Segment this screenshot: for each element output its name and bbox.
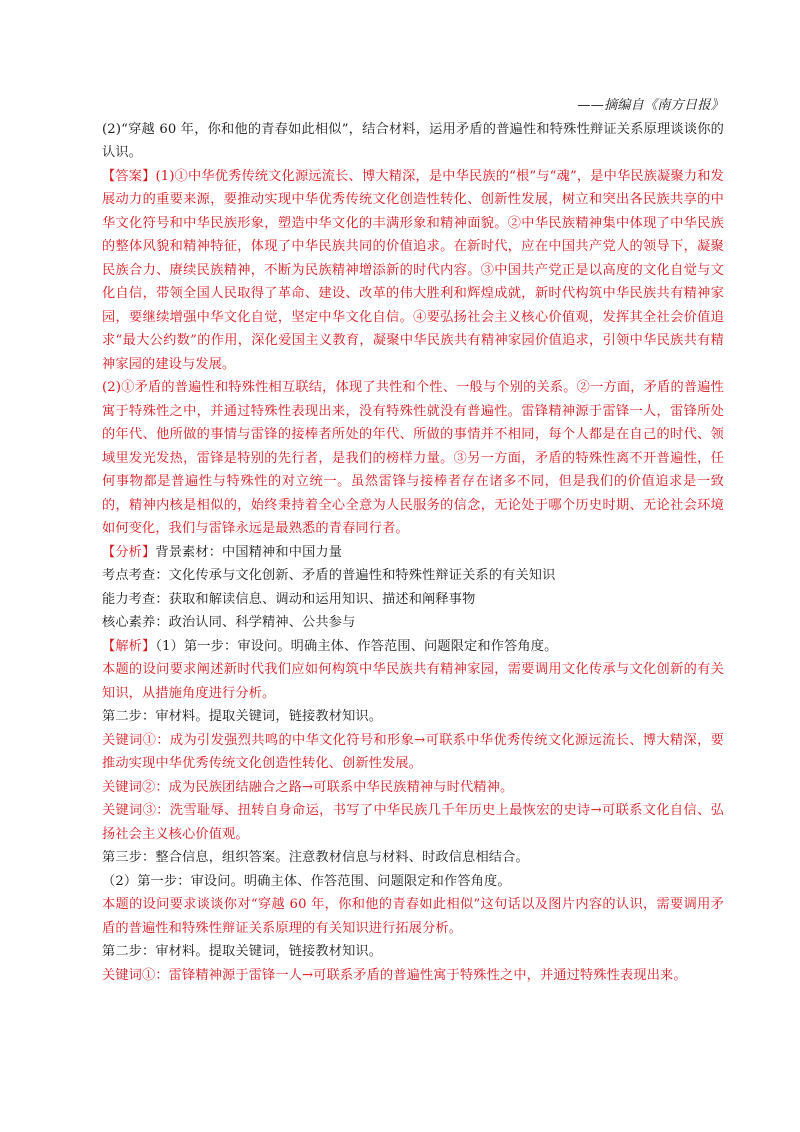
- analysis-nengli: 能力考查：获取和解读信息、调动和运用知识、描述和阐释事物: [102, 591, 476, 607]
- jiexi-2-requirement: 本题的设问要求谈谈你对“穿越 60 年，你和他的青春如此相似”这句话以及图片内容的认识，需要调用矛盾的普遍性和特殊性辩证关系原理的有关知识进行拓展分析。: [102, 897, 724, 936]
- analysis-suyang: 核心素养：政治认同、科学精神、公共参与: [102, 615, 356, 630]
- jiexi-2-step-1: （2）第一步：审设问。明确主体、作答范围、问题限定和作答角度。: [102, 873, 511, 889]
- analysis-background: [102, 541, 724, 565]
- analysis-background-text: 背景素材：中国精神和中国力量: [155, 544, 343, 560]
- jiexi-2-keyword-1: 关键词①：雷锋精神源于雷锋一人→可联系矛盾的普遍性寓于特殊性之中，并通过特殊性表现出来。: [102, 967, 687, 983]
- jiexi-1-step-1: [102, 635, 724, 659]
- analysis-kaodian: 考点考查：文化传承与文化创新、矛盾的普遍性和特殊性辩证关系的有关知识: [102, 568, 556, 583]
- answer-part-1-text: (1)①中华优秀传统文化源远流长、博大精深，是中华民族的“根”与“魂”，是中华民族凝聚力和发展动力的重要来源，要推动实现中华优秀传统文化创造性转化、创新性发展，树立和突出各民族共享的中华文化符号和中华民族形象，塑造中华文化的丰满形象和精神面貌。②中华民族精神集中体现了中华民族的整体风貌和精神特征，体现了中华民族共同的价值追求。在新时代，应在中国共产党人的领导下，凝聚民族合力、赓续民族精神，不断为民族精神增添新的时代内容。③中国共产党正是以高度的文化自觉与文化自信，带领全国人民取得了革命、建设、改革的伟大胜利和辉煌成就，新时代构筑中华民族共有精神家园，要继续增强中华文化自觉，坚定中华文化自信。④要弘扬社会主义核心价值观，发挥其全社会价值追求“最大公约数”的作用，深化爱国主义教育，凝聚中华民族共有精神家园价值追求，引领中华民族共有精神家园的建设与发展。: [102, 168, 725, 372]
- answer-tag: 【答案】: [102, 168, 156, 184]
- question-2: (2)“穿越 60 年，你和他的青春如此相似”，结合材料，运用矛盾的普遍性和特殊性辩证关系原理谈谈你的认识。: [102, 121, 724, 160]
- jiexi-1-requirement: 本题的设问要求阐述新时代我们应如何构筑中华民族共有精神家园，需要调用文化传承与文化创新的有关知识，从措施角度进行分析。: [102, 662, 724, 701]
- document-content: [102, 94, 724, 987]
- jiexi-1-step-3: 第三步：整合信息，组织答案。注意教材信息与材料、时政信息相结合。: [102, 850, 529, 865]
- source-citation: ——摘编自《南方日报》: [577, 98, 724, 113]
- jiexi-2-step-2: 第二步：审材料。提取关键词，链接教材知识。: [102, 944, 383, 959]
- answer-part-2: (2)①矛盾的普遍性和特殊性相互联结，体现了共性和个性、一般与个别的关系。②一方面，矛盾的普遍性寓于特殊性之中，并通过特殊性表现出来，没有特殊性就没有普遍性。雷锋精神源于雷锋一人，雷锋所处的年代、他所做的事情与雷锋的接棒者所处的年代、所做的事情并不相同，每个人都是在自己的时代、领域里发光发热，雷锋是特别的先行者，是我们的榜样力量。③另一方面，矛盾的特殊性离不开普遍性，任何事物都是普遍性与特殊性的对立统一。虽然雷锋与接棒者存在诸多不同，但是我们的价值追求是一致的，精神内核是相似的，始终秉持着全心全意为人民服务的信念，无论处于哪个历史时期、无论社会环境如何变化，我们与雷锋永远是最熟悉的青春同行者。: [102, 380, 724, 536]
- jiexi-1-keyword-3: 关键词③：洗雪耻辱、扭转自身命运，书写了中华民族几千年历史上最恢宏的史诗→可联系文化自信、弘扬社会主义核心价值观。: [102, 803, 724, 842]
- jiexi-1-step-2: 第二步：审材料。提取关键词，链接教材知识。: [102, 709, 383, 724]
- jiexi-tag: 【解析】: [102, 638, 156, 654]
- jiexi-1-step-1-text: （1）第一步：审设问。明确主体、作答范围、问题限定和作答角度。: [155, 638, 558, 654]
- analysis-tag: 【分析】: [102, 544, 156, 560]
- jiexi-1-keyword-1: 关键词①：成为引发强烈共鸣的中华文化符号和形象→可联系中华优秀传统文化源远流长、博大精深，要推动实现中华优秀传统文化创造性转化、创新性发展。: [102, 732, 724, 771]
- jiexi-1-keyword-2: 关键词②：成为民族团结融合之路→可联系中华民族精神与时代精神。: [102, 779, 514, 795]
- answer-part-1: [102, 165, 724, 377]
